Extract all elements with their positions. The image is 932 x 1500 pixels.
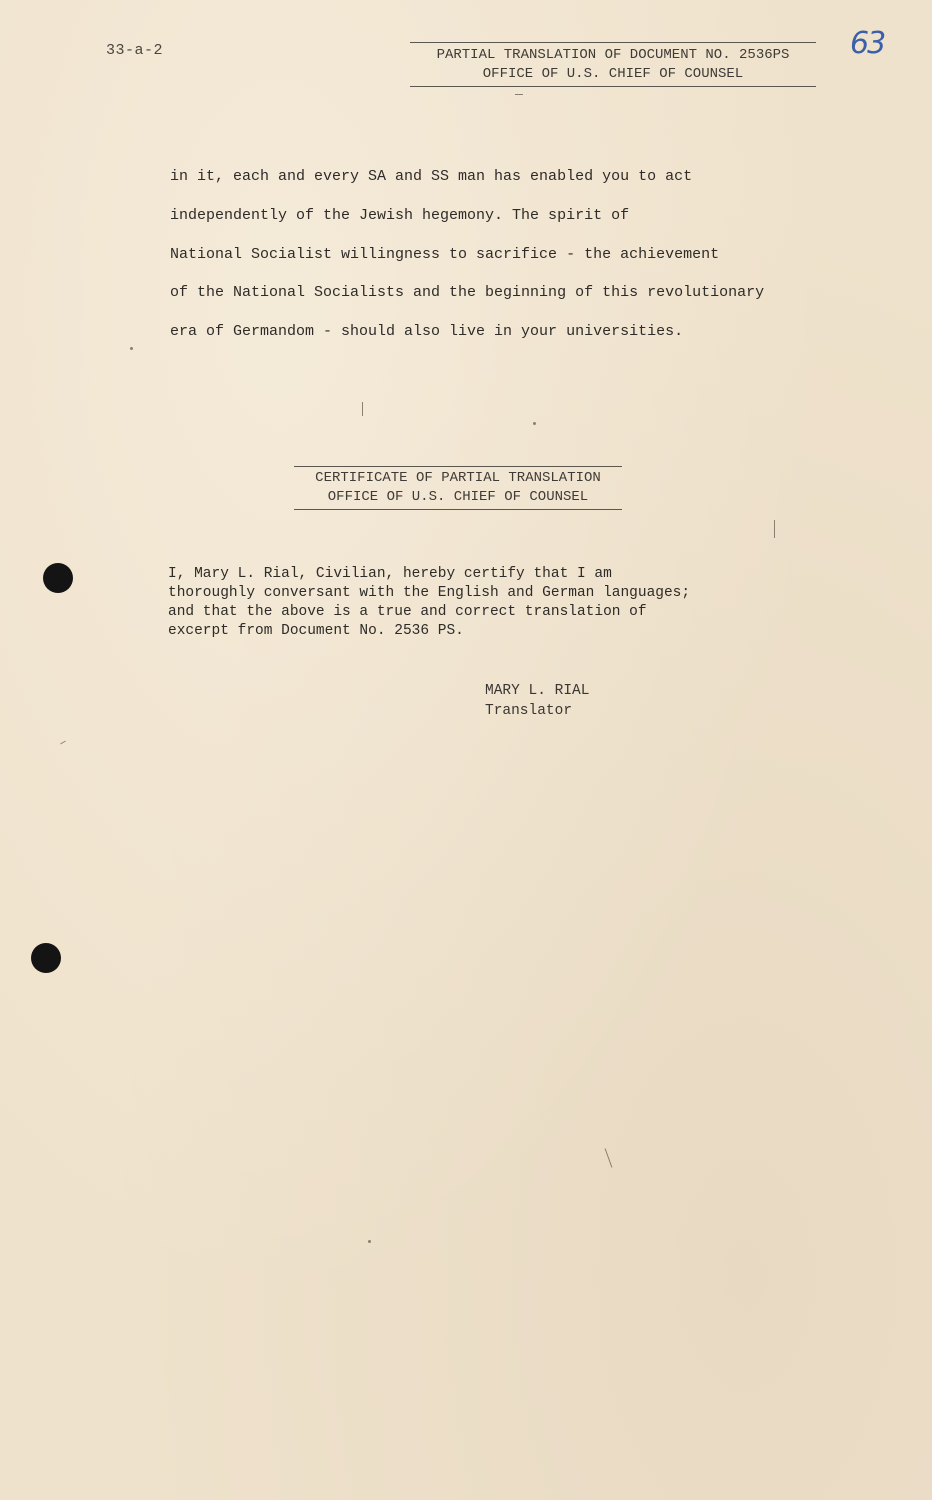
paper-speck	[515, 94, 523, 95]
header-title: PARTIAL TRANSLATION OF DOCUMENT NO. 2536PS	[436, 47, 790, 63]
paper-speck	[368, 1240, 371, 1243]
signature-block	[485, 681, 589, 721]
page-reference: 33-a-2	[106, 42, 164, 59]
paper-speck	[60, 741, 66, 745]
body-line: National Socialist willingness to sacrifice - the achievement	[170, 245, 720, 263]
body-line: in it, each and every SA and SS man has enabled you to act	[170, 168, 693, 185]
handwritten-page-number: 63	[850, 26, 885, 61]
document-header	[410, 42, 816, 87]
certificate-line: I, Mary L. Rial, Civilian, hereby certify that I am	[168, 566, 612, 582]
certificate-statement	[168, 565, 768, 641]
translation-body	[170, 158, 830, 352]
certificate-office: OFFICE OF U.S. CHIEF OF COUNSEL	[294, 488, 622, 510]
certificate-line: and that the above is a true and correct translation of	[168, 604, 647, 620]
certificate-line: excerpt from Document No. 2536 PS.	[168, 623, 464, 639]
body-line: of the National Socialists and the beginning of this revolutionary	[170, 284, 765, 302]
certificate-line: thoroughly conversant with the English and German languages;	[168, 585, 691, 601]
body-line: era of Germandom - should also live in your universities.	[170, 323, 684, 341]
paper-speck	[362, 402, 363, 416]
certificate-heading	[294, 466, 622, 510]
header-office: OFFICE OF U.S. CHIEF OF COUNSEL	[410, 65, 816, 87]
certificate-title: CERTIFICATE OF PARTIAL TRANSLATION	[315, 470, 601, 486]
paper-speck	[774, 520, 775, 538]
paper-speck	[130, 347, 133, 350]
signatory-title: Translator	[485, 703, 573, 719]
paper-speck	[605, 1148, 613, 1167]
punch-hole	[31, 943, 61, 973]
signatory-name: MARY L. RIAL	[485, 683, 590, 699]
body-line: independently of the Jewish hegemony. The spirit of	[170, 206, 630, 224]
punch-hole	[43, 563, 73, 593]
paper-speck	[533, 422, 536, 425]
